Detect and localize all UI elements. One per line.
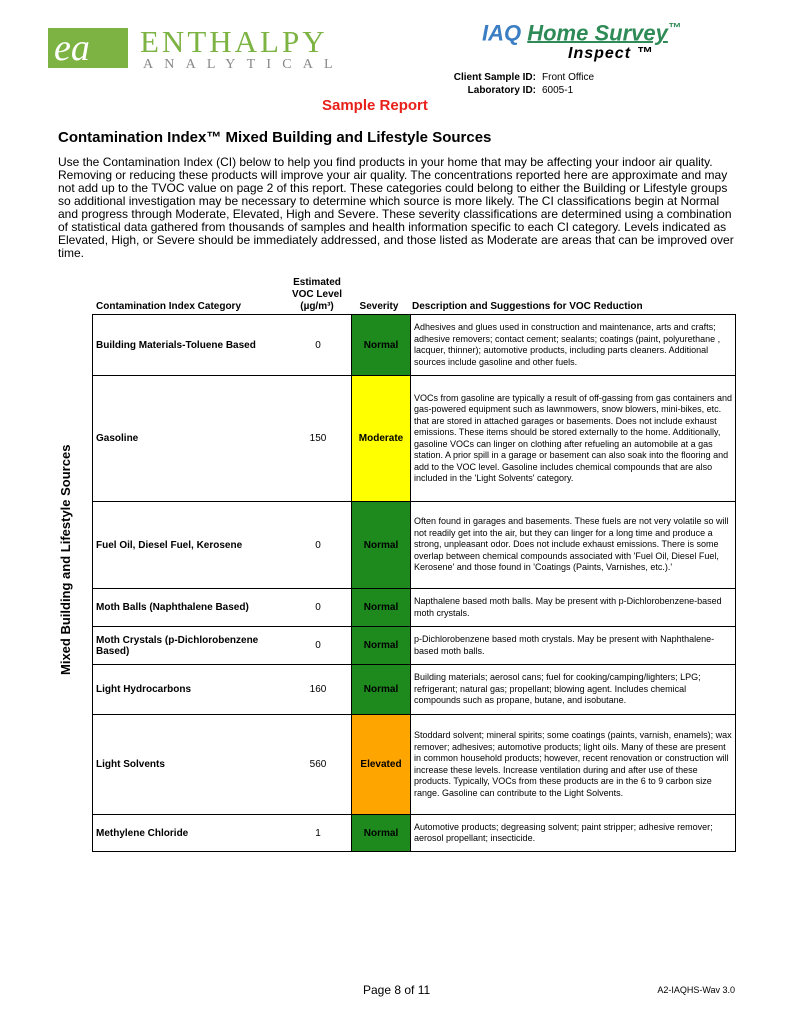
side-label: Mixed Building and Lifestyle Sources <box>58 444 73 675</box>
header-voc-line1: Estimated <box>293 277 341 288</box>
row-severity: Normal <box>351 502 411 588</box>
survey-tm: ™ <box>667 20 681 35</box>
row-severity: Elevated <box>351 715 411 814</box>
row-category: Moth Crystals (p-Dichlorobenzene Based) <box>96 634 259 657</box>
row-voc-level: 0 <box>315 640 321 651</box>
header-voc-level <box>282 277 352 313</box>
table-body <box>92 314 736 852</box>
row-category: Building Materials-Toluene Based <box>96 339 256 351</box>
row-severity: Normal <box>351 815 411 851</box>
enthalpy-ea-logo-icon <box>48 24 132 70</box>
laboratory-id-value: 6005-1 <box>542 85 574 96</box>
header-voc-line2: VOC Level <box>291 289 343 300</box>
row-description: Adhesives and glues used in construction and maintenance, arts and crafts; adhesive removers; contact cement; sealants; coatings (paint, polyurethane , lacquer, thinner); automotive products, including parts cleaners. Additional sources include gasoline and other fuels. <box>414 322 721 367</box>
row-severity: Normal <box>351 589 411 626</box>
table-header <box>92 276 736 314</box>
laboratory-id-label: Laboratory ID: <box>467 85 536 96</box>
table-row <box>93 627 735 665</box>
row-voc-level: 0 <box>315 539 321 551</box>
iaq-prefix: IAQ <box>482 20 528 46</box>
report-title: Sample Report <box>322 97 428 114</box>
client-sample-id-value: Front Office <box>542 72 595 83</box>
document-code: A2-IAQHS-Wav 3.0 <box>657 985 735 995</box>
section-title: Contamination Index™ Mixed Building and Lifestyle Sources <box>58 129 492 146</box>
row-category: Light Solvents <box>96 759 165 770</box>
row-severity: Normal <box>351 665 411 714</box>
logo-mark-text: ea <box>54 27 90 69</box>
logo-subtitle: ANALYTICAL <box>143 57 344 72</box>
intro-paragraph: Use the Contamination Index (CI) below to help you find products in your home that may be affecting your indoor air quality. Removing or reducing these products will improve your air quality. The concentrations reported here are approximate and may not add up to the TVOC value on page 2 of this report. These categories could belong to either the Building or Lifestyle groups so additional investigation may be necessary to determine which source is more likely. The CI classifications begin at Normal and progress through Moderate, Elevated, High and Severe. These severity classifications are determined using a combination of statistical data gathered from thousands of samples and health information specific to each CI category. Levels indicated as Elevated, High, or Severe should be immediately addressed, and those listed as Moderate are areas that can be improved over time. <box>58 155 734 260</box>
row-voc-level: 1 <box>315 827 321 839</box>
row-voc-level: 560 <box>309 759 327 770</box>
table-row <box>93 665 735 715</box>
table-row <box>93 589 735 627</box>
table-row <box>93 815 735 852</box>
row-category: Gasoline <box>96 433 139 444</box>
row-category: Moth Balls (Naphthalene Based) <box>96 602 249 613</box>
table-row <box>93 502 735 589</box>
client-sample-id-label: Client Sample ID: <box>453 72 536 83</box>
logo-name: ENTHALPY <box>140 24 328 59</box>
row-voc-level: 150 <box>309 433 327 444</box>
row-description: Often found in garages and basements. These fuels are not very volatile so will not readily get into the air, but they can linger for a long time and produce a strong, unpleasant odor. Does not include exhaust emissions. There is some overlap between chemical compounds associated with 'Fuel Oil, Diesel Fuel, Kerosene' and those found in 'Coatings (Paints, Varnishes, etc.).' <box>414 516 729 573</box>
iaq-home-survey-title <box>482 20 712 70</box>
row-description: Building materials; aerosol cans; fuel for cooking/camping/lighters; LPG; refrigerant; natural gas; propellant; blowing agent. Includes chemical compounds such as propane, butane, and isobutane. <box>414 672 701 706</box>
row-voc-level: 160 <box>309 684 327 695</box>
contamination-index-table <box>92 276 736 852</box>
row-description: VOCs from gasoline are typically a result of off-gassing from gas containers and gas-powered equipment such as lawnmowers, snow blowers, mini-bikes, etc. that are stored in attached garages or basements. Does not include exhaust emissions. These items should be stored externally to the home. Additionally, gasoline VOCs can linger on clothing after refueling an automobile at a gas station. A prior spill in a garage or basement can also soak into the flooring and add to the VOC level. Gasoline includes chemical compounds that are also included in the 'Light Solvents' category. <box>414 392 732 483</box>
row-description: Napthalene based moth balls. May be present with p-Dichlorobenzene-based moth crystals. <box>414 596 722 618</box>
page-number: Page 8 of 11 <box>363 983 431 997</box>
survey-subtitle: Inspect ™ <box>568 45 654 62</box>
row-category: Light Hydrocarbons <box>96 684 192 695</box>
row-category: Methylene Chloride <box>96 827 189 839</box>
row-description: p-Dichlorobenzene based moth crystals. May be present with Naphthalene-based moth balls. <box>414 634 715 656</box>
header-voc-line3: (µg/m³) <box>300 301 334 312</box>
header-description: Description and Suggestions for VOC Reduction <box>412 301 643 312</box>
row-severity: Moderate <box>351 376 411 501</box>
table-row <box>93 376 735 502</box>
enthalpy-logo <box>48 24 344 74</box>
header-severity: Severity <box>359 301 399 312</box>
survey-name: Home Survey <box>527 20 668 46</box>
row-severity: Normal <box>351 627 411 664</box>
sample-meta <box>440 71 594 97</box>
row-description: Stoddard solvent; mineral spirits; some coatings (paints, varnish, enamels); wax remover; adhesives; automotive products; light oils. Many of these are present in common household products; however, recent renovation or construction will increase these levels. Increase ventilation during and after use of these products. Typically, VOCs from these products are in the 6 to 9 carbon size range. Gasoline can contribute to the Light Solvents. <box>414 730 732 798</box>
table-row <box>93 315 735 376</box>
row-category: Fuel Oil, Diesel Fuel, Kerosene <box>96 539 243 551</box>
row-description: Automotive products; degreasing solvent; paint stripper; adhesive remover; aerosol propellant; insecticide. <box>414 821 713 843</box>
header-category: Contamination Index Category <box>96 301 242 312</box>
row-voc-level: 0 <box>315 602 321 613</box>
row-severity: Normal <box>351 315 411 375</box>
row-voc-level: 0 <box>315 339 321 351</box>
table-row <box>93 715 735 815</box>
